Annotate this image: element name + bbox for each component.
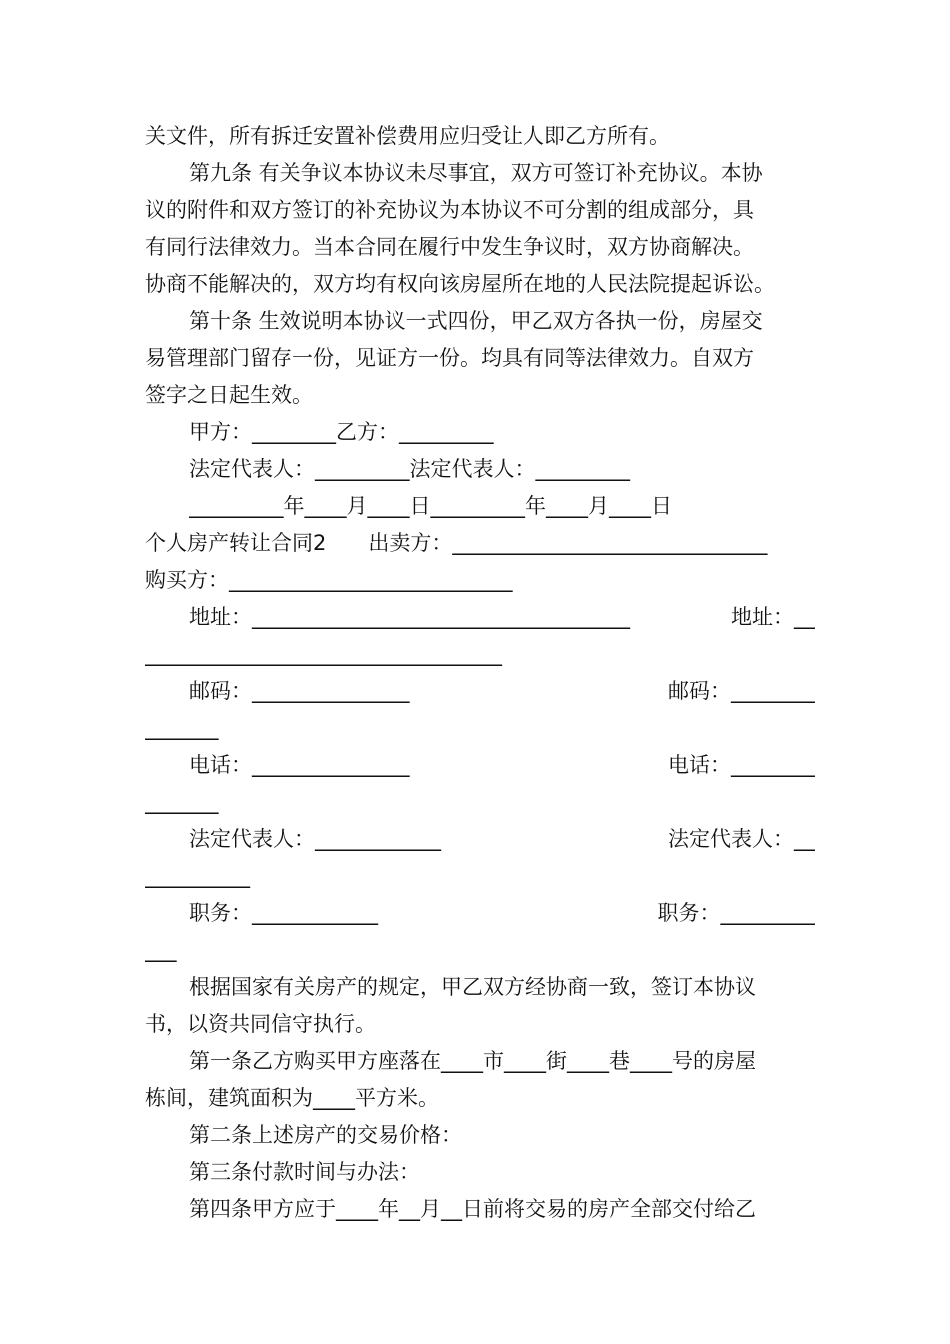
contract-2-title-line: 个人房产转让合同2 出卖方：______________________________: [145, 531, 768, 555]
article-4-heading: 第四条甲方应于____年__月__日前将交易的房产全部交付给乙: [189, 1197, 756, 1221]
text-line: 栋间，建筑面积为____平方米。: [145, 1086, 439, 1110]
legal-rep-continuation: __________: [145, 864, 250, 888]
article-1-heading: 第一条乙方购买甲方座落在____市____街____巷____号的房屋: [189, 1049, 756, 1073]
party-a-b-signature-line: 甲方：________乙方：_________: [189, 420, 494, 444]
text-line: 议的附件和双方签订的补充协议为本协议不可分割的组成部分，具: [145, 198, 754, 222]
article-2-heading: 第二条上述房产的交易价格：: [189, 1123, 462, 1147]
text-line: 易管理部门留存一份，见证方一份。均具有同等法律效力。自双方: [145, 346, 754, 370]
article-3-heading: 第三条付款时间与办法：: [189, 1160, 420, 1184]
buyer-postcode-field: 邮码：________: [668, 679, 815, 703]
text-line: 签字之日起生效。: [145, 383, 313, 407]
date-line: _________年____月____日_________年____月____日: [189, 494, 672, 518]
buyer-legal-rep-field: 法定代表人：__: [668, 827, 815, 851]
legal-representative-line: 法定代表人：_________法定代表人：_________: [189, 457, 630, 481]
buyer-address-field: 地址：__: [731, 605, 815, 629]
article-9-heading: 第九条 有关争议本协议未尽事宜，双方可签订补充协议。本协: [189, 161, 763, 185]
postcode-continuation: _______: [145, 716, 219, 740]
article-10-heading: 第十条 生效说明本协议一式四份，甲乙双方各执一份，房屋交: [189, 309, 763, 333]
seller-postcode-field: 邮码：_______________: [189, 679, 410, 703]
text-line: 协商不能解决的，双方均有权向该房屋所在地的人民法院提起诉讼。: [145, 272, 775, 296]
buyer-phone-field: 电话：________: [668, 753, 815, 777]
buyer-position-field: 职务：_________: [657, 901, 815, 925]
text-line: 关文件，所有拆迁安置补偿费用应归受让人即乙方所有。: [145, 124, 670, 148]
position-continuation: ___: [145, 938, 177, 962]
buyer-line: 购买方：___________________________: [145, 568, 513, 592]
phone-continuation: _______: [145, 790, 219, 814]
seller-phone-field: 电话：_______________: [189, 753, 410, 777]
address-continuation: __________________________________: [145, 642, 502, 666]
seller-address-field: 地址：____________________________________: [189, 605, 630, 629]
seller-position-field: 职务：____________: [189, 901, 378, 925]
seller-legal-rep-field: 法定代表人：____________: [189, 827, 441, 851]
text-line: 书，以资共同信守执行。: [145, 1012, 376, 1036]
preamble-line: 根据国家有关房产的规定，甲乙双方经协商一致，签订本协议: [189, 975, 756, 999]
text-line: 有同行法律效力。当本合同在履行中发生争议时，双方协商解决。: [145, 235, 754, 259]
